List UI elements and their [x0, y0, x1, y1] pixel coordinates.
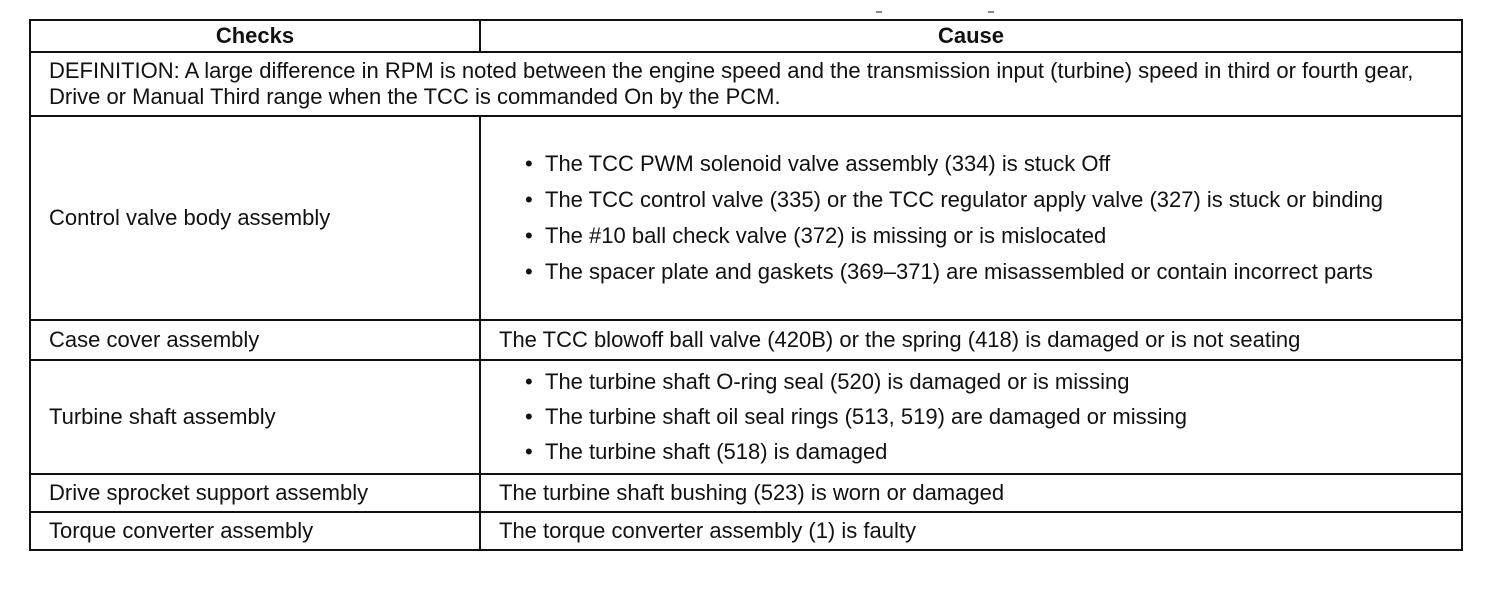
cause-item: • The spacer plate and gaskets (369–371) are misassembled or contain incorrect parts: [499, 259, 1443, 285]
table-row: [30, 512, 1462, 550]
definition-row: [30, 52, 1462, 116]
scan-marks: [870, 10, 1000, 14]
check-cell: Case cover assembly: [30, 320, 480, 360]
check-cell: Torque converter assembly: [30, 512, 480, 550]
check-cell: Turbine shaft assembly: [30, 360, 480, 474]
cause-cell: The TCC blowoff ball valve (420B) or the spring (418) is damaged or is not seating: [480, 320, 1462, 360]
check-cell: Control valve body assembly: [30, 116, 480, 320]
header-row: [30, 20, 1462, 52]
cause-header: Cause: [480, 20, 1462, 52]
cause-item: • The #10 ball check valve (372) is missing or is mislocated: [499, 223, 1443, 249]
cause-item: • The TCC control valve (335) or the TCC regulator apply valve (327) is stuck or binding: [499, 187, 1443, 213]
table-row: [30, 360, 1462, 474]
cause-cell: [480, 360, 1462, 474]
cause-list: [499, 369, 1443, 465]
cause-cell: The torque converter assembly (1) is faulty: [480, 512, 1462, 550]
cause-item: • The TCC PWM solenoid valve assembly (334) is stuck Off: [499, 151, 1443, 177]
cause-item: • The turbine shaft O-ring seal (520) is damaged or is missing: [499, 369, 1443, 395]
table-row: [30, 320, 1462, 360]
cause-cell: The turbine shaft bushing (523) is worn or damaged: [480, 474, 1462, 512]
definition-text: DEFINITION: A large difference in RPM is noted between the engine speed and the transmission input (turbine) speed in third or fourth gear, Drive or Manual Third range when the TCC is commanded On by the PCM.: [30, 52, 1462, 116]
diagnostic-table: [29, 19, 1463, 551]
checks-header: Checks: [30, 20, 480, 52]
table-row: [30, 116, 1462, 320]
cause-list: [499, 151, 1443, 285]
table-row: [30, 474, 1462, 512]
cause-item: • The turbine shaft oil seal rings (513, 519) are damaged or missing: [499, 404, 1443, 430]
check-cell: Drive sprocket support assembly: [30, 474, 480, 512]
cause-item: • The turbine shaft (518) is damaged: [499, 439, 1443, 465]
cause-cell: [480, 116, 1462, 320]
